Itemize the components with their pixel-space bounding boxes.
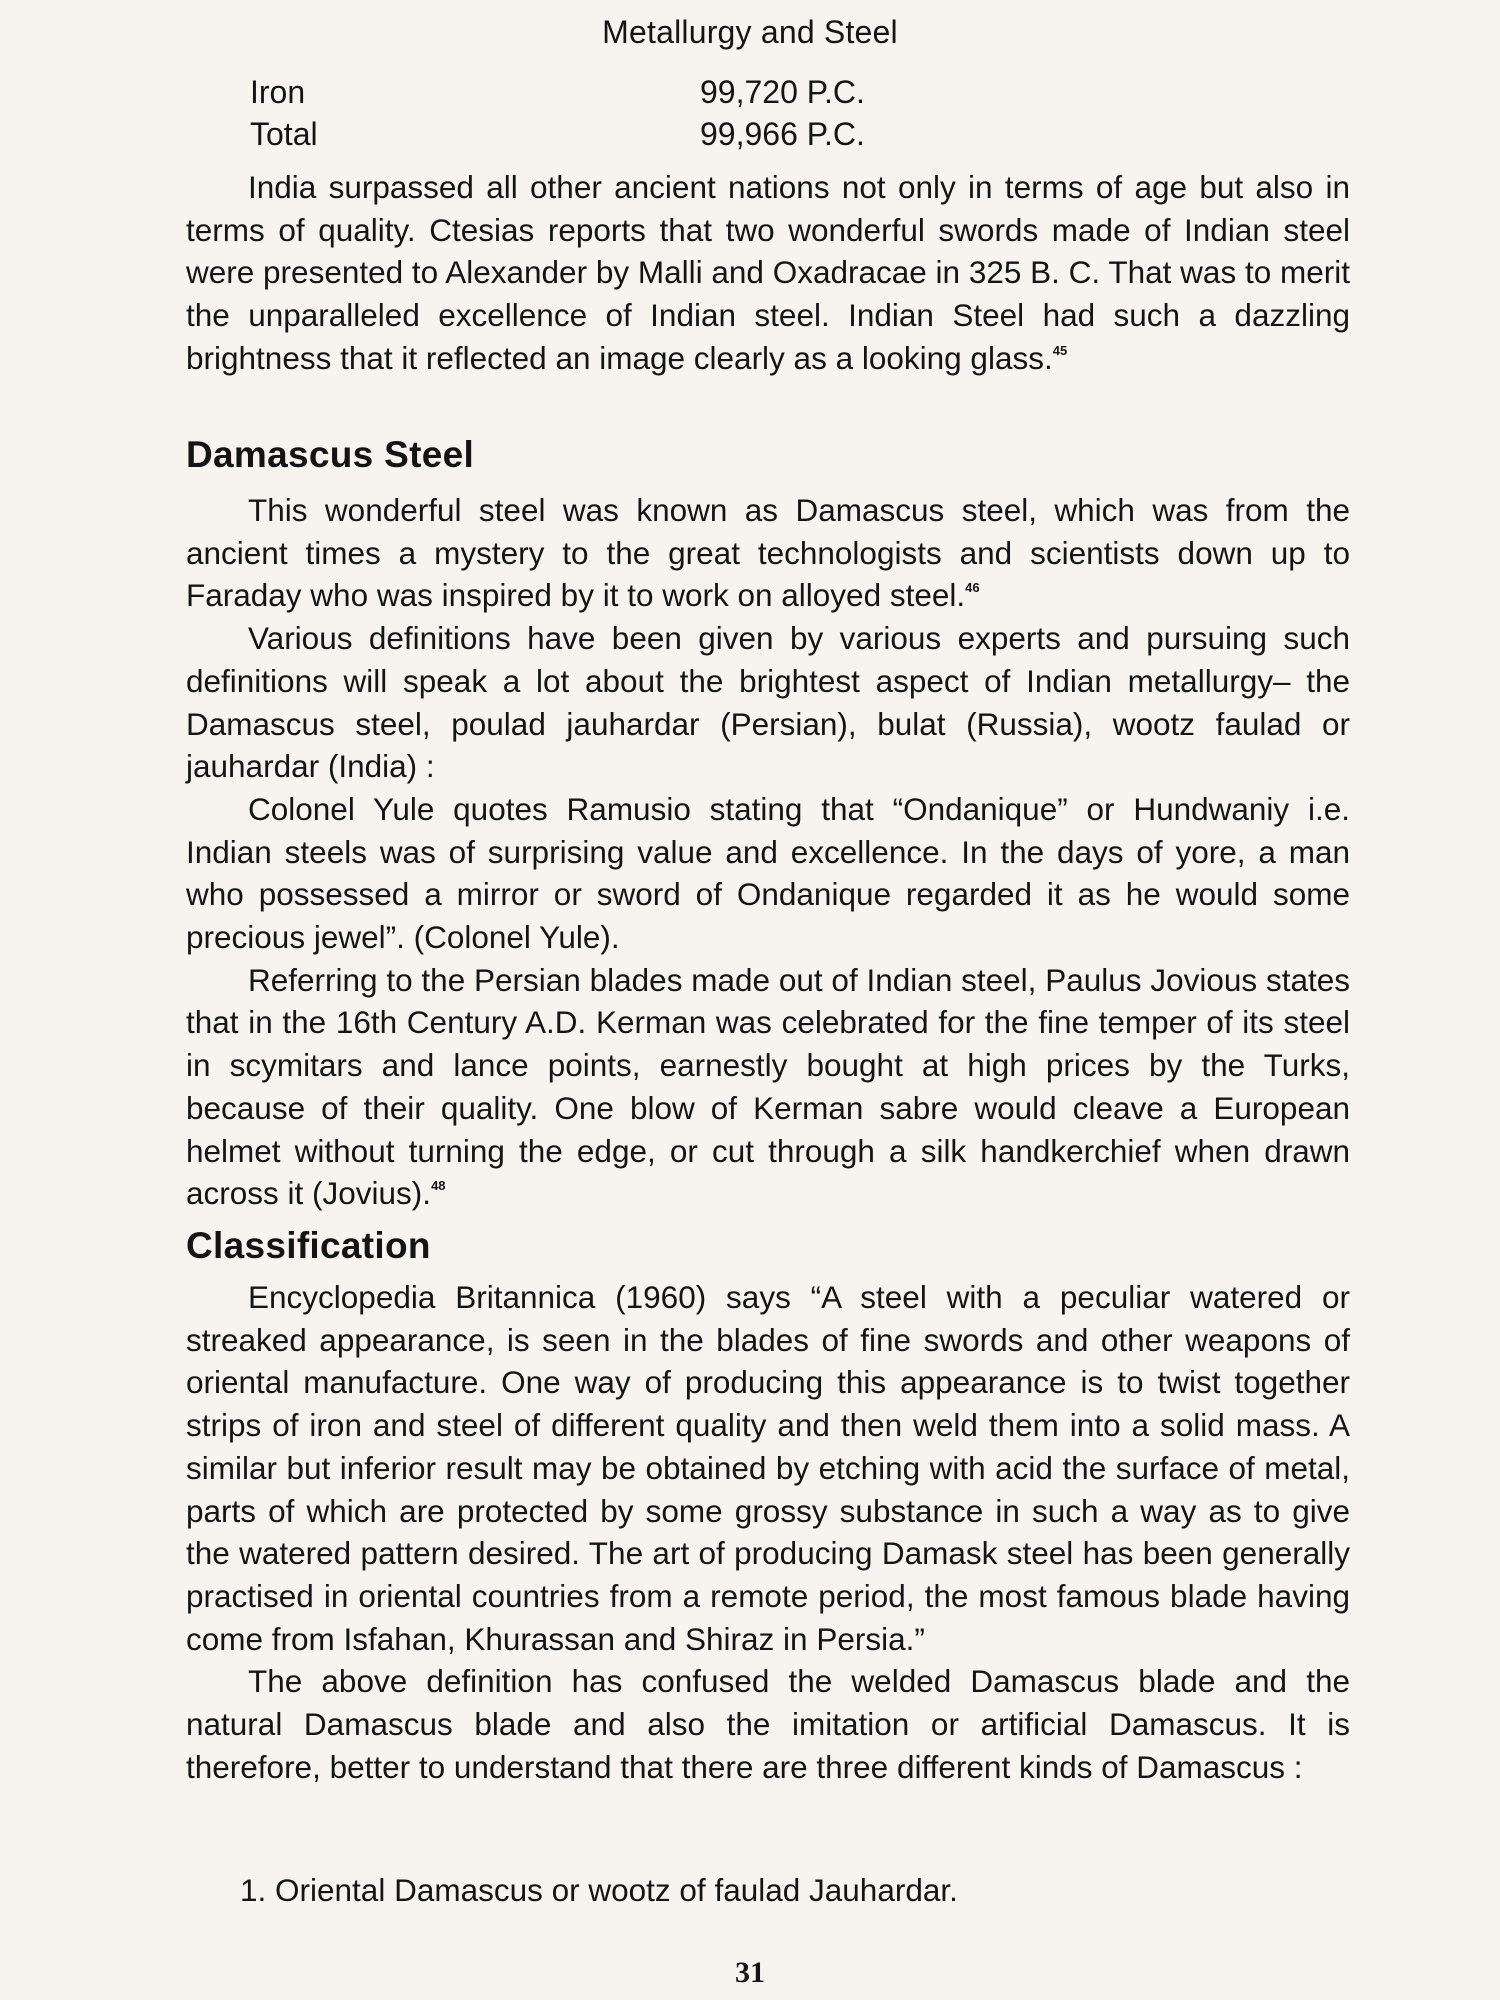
row-value: 99,966 P.C.	[700, 116, 865, 152]
composition-row-iron	[250, 74, 865, 111]
classification-section	[186, 1276, 1350, 1788]
damascus-section	[186, 489, 1350, 1215]
heading-damascus-steel: Damascus Steel	[186, 434, 475, 475]
damascus-paragraph-1: This wonderful steel was known as Damascus steel, which was from the ancient times a mystery to the great technologists and scientists down up to Faraday who was inspired by it to work on alloyed steel.$^{46}$	[186, 492, 1350, 614]
footnote-ref: 48	[431, 1178, 446, 1194]
composition-row-total	[250, 116, 865, 153]
damascus-paragraph-2: Various definitions have been given by various experts and pursuing such definitions will speak a lot about the brightest aspect of Indian metallurgy– the Damascus steel, poulad jauhardar (Persian), bulat (Russia), wootz faulad or jauhardar (India) :	[186, 620, 1350, 785]
row-label: Total	[250, 116, 318, 152]
damascus-paragraph-4: Referring to the Persian blades made out of Indian steel, Paulus Jovious states that in the 16th Century A.D. Kerman was celebrated for the fine temper of its steel in scymitars and lance points, earnestly bought at high prices by the Turks, because of their quality. One blow of Kerman sabre would cleave a European helmet without turning the edge, or cut through a silk handkerchief when drawn across it (Jovius).$^{48}$	[186, 961, 1350, 1212]
damascus-paragraph-3: Colonel Yule quotes Ramusio stating that “Ondanique” or Hundwaniy i.e. Indian steels was of surprising value and excellence. In the days of yore, a man who possessed a mirror or sword of Ondanique regarded it as he would some precious jewel”. (Colonel Yule).	[186, 790, 1350, 956]
classification-paragraph-1: Encyclopedia Britannica (1960) says “A steel with a peculiar watered or streaked appearance, is seen in the blades of fine swords and other weapons of oriental manufacture. One way of producing this appearance is to twist together strips of iron and steel of different quality and then weld them into a solid mass. A similar but inferior result may be obtained by etching with acid the surface of metal, parts of which are protected by some grossy substance in such a way as to give the watered pattern desired. The art of producing Damask steel has been generally practised in oriental countries from a remote period, the most famous blade having come from Isfahan, Khurassan and Shiraz in Persia.”	[186, 1279, 1350, 1657]
intro-section	[186, 166, 1350, 380]
list-item: 1. Oriental Damascus or wootz of faulad Jauhardar.	[240, 1872, 958, 1908]
footnote-ref: 45	[1052, 342, 1068, 358]
classification-paragraph-2: The above definition has confused the welded Damascus blade and the natural Damascus blade and also the imitation or artificial Damascus. It is therefore, better to understand that there are three different kinds of Damascus :	[186, 1663, 1350, 1785]
row-value: 99,720 P.C.	[700, 74, 865, 110]
footnote-ref: 46	[965, 580, 980, 596]
intro-paragraph: India surpassed all other ancient nations not only in terms of age but also in terms of quality. Ctesias reports that two wonderful swords made of Indian steel were presented to Alexander by Malli and Oxadracae in 325 B. C. That was to merit the unparalleled excellence of Indian steel. Indian Steel had such a dazzling brightness that it reflected an image clearly as a looking glass.$^{45}$	[186, 169, 1350, 376]
running-head: Metallurgy and Steel	[602, 14, 898, 50]
page-number: 31	[735, 1956, 765, 1989]
row-label: Iron	[250, 74, 306, 110]
heading-classification: Classification	[186, 1225, 431, 1266]
